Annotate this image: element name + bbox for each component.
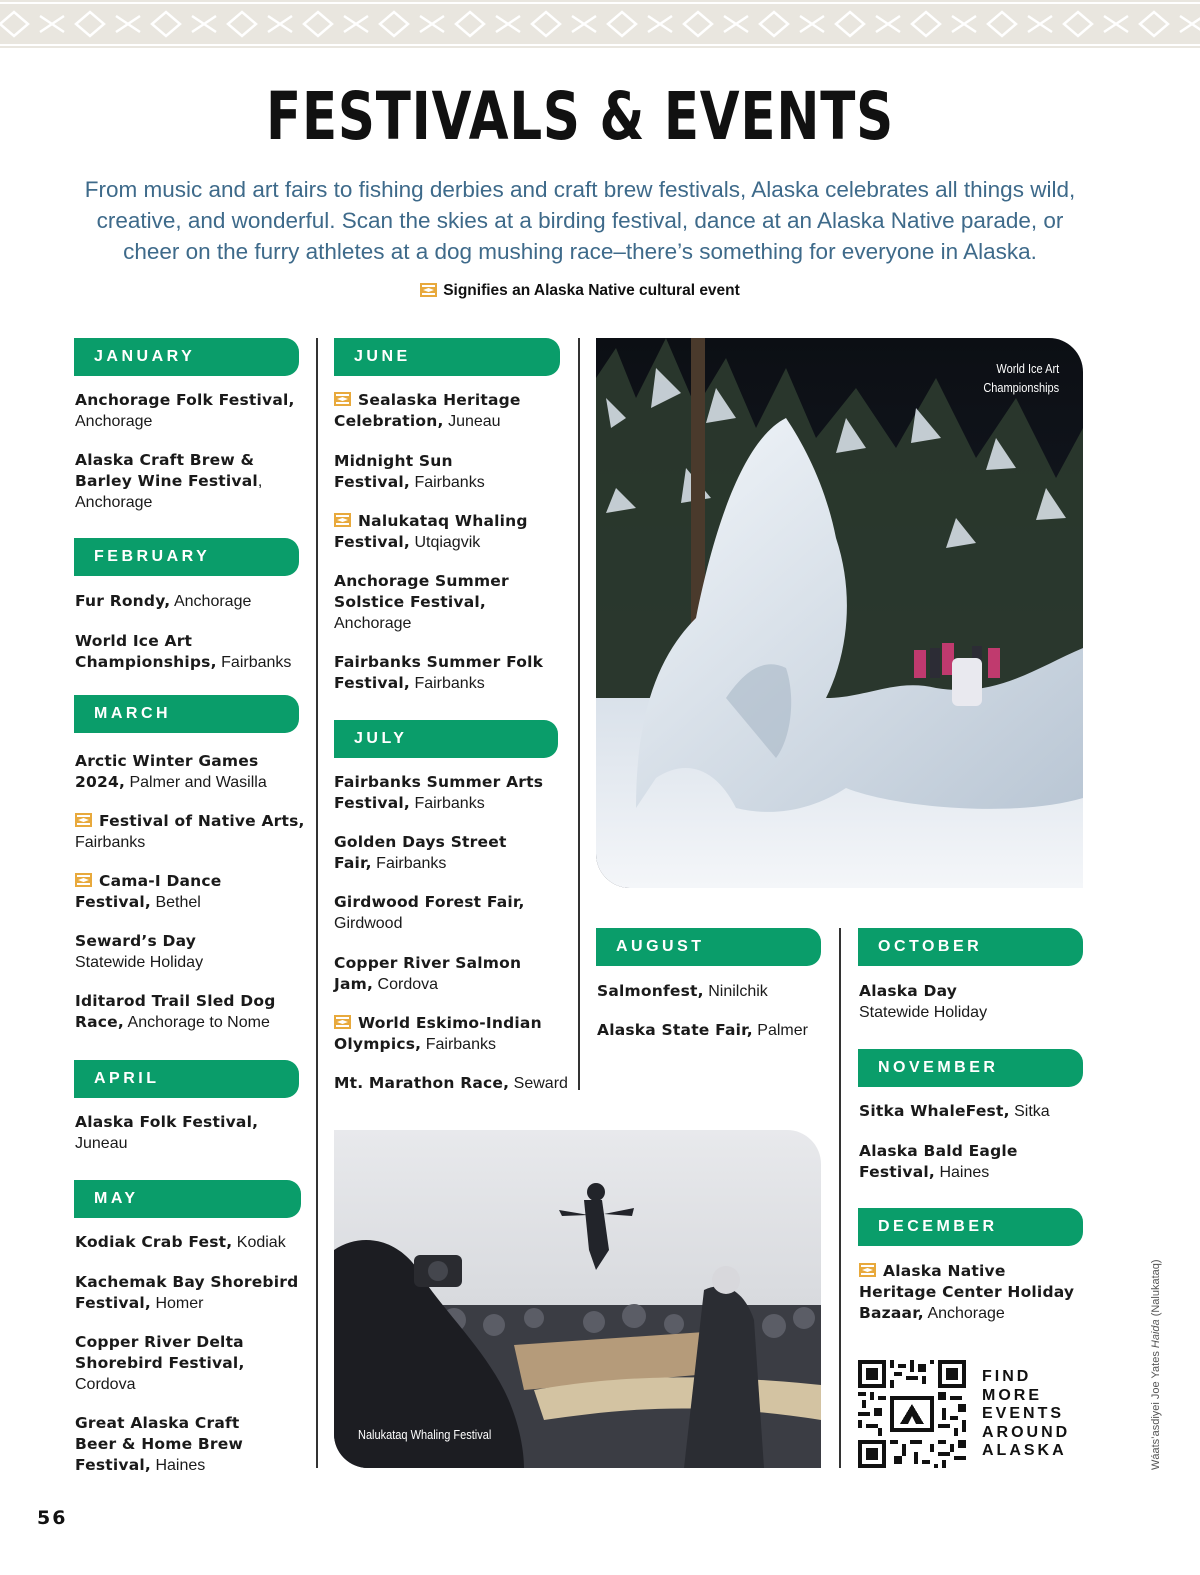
page-number: 56 — [37, 1507, 68, 1529]
event-fur-rondy: Fur Rondy, Anchorage — [75, 592, 252, 610]
event-girdwood-forest-fair: Girdwood Forest Fair, Girdwood — [334, 893, 525, 932]
event-salmonfest: Salmonfest, Ninilchik — [597, 982, 768, 1000]
event-copper-river-delta: Copper River Delta Shorebird Festival, Cordova — [75, 1333, 245, 1393]
legend-text: Signifies an Alaska Native cultural event — [443, 282, 740, 299]
month-header-january: JANUARY — [74, 338, 299, 376]
event-anchorage-folk: Anchorage Folk Festival, Anchorage — [75, 391, 295, 430]
month-header-november: NOVEMBER — [858, 1049, 1083, 1087]
event-world-ice-art: World Ice Art Championships, Fairbanks — [75, 632, 292, 671]
top-pattern-border — [0, 0, 1200, 48]
event-alaska-folk-festival: Alaska Folk Festival, Juneau — [75, 1113, 259, 1152]
event-alaska-state-fair: Alaska State Fair, Palmer — [597, 1021, 808, 1039]
event-kachemak-bay: Kachemak Bay Shorebird Festival, Homer — [75, 1273, 299, 1312]
alaska-native-icon — [75, 872, 92, 886]
legend — [0, 282, 1160, 300]
alaska-native-icon — [75, 812, 92, 826]
month-header-february: FEBRUARY — [74, 538, 299, 576]
photo-credit: Wáats’asdiyei Joe Yates Haida (Nalukataq) — [1150, 1259, 1162, 1470]
event-heritage-bazaar: Alaska Native Heritage Center Holiday Bazaar, Anchorage — [859, 1262, 1075, 1322]
alaska-native-icon — [420, 283, 437, 297]
event-great-alaska-craft-beer: Great Alaska Craft Beer & Home Brew Festival, Haines — [75, 1414, 243, 1474]
event-fairbanks-arts: Fairbanks Summer Arts Festival, Fairbanks — [334, 773, 544, 812]
event-weio: World Eskimo-Indian Olympics, Fairbanks — [334, 1014, 542, 1053]
column-divider — [316, 338, 318, 1468]
month-header-october: OCTOBER — [858, 928, 1083, 966]
alaska-native-icon — [859, 1262, 876, 1276]
month-header-august: AUGUST — [596, 928, 821, 966]
find-more-events-label: FIND MORE EVENTS AROUND ALASKA — [982, 1368, 1071, 1459]
event-golden-days: Golden Days Street Fair, Fairbanks — [334, 833, 507, 872]
month-header-july: JULY — [334, 720, 558, 758]
ice-art-caption: World Ice Art Championships — [983, 362, 1059, 395]
month-header-december: DECEMBER — [858, 1208, 1083, 1246]
alaska-native-icon — [334, 391, 351, 405]
month-header-april: APRIL — [74, 1060, 299, 1098]
intro-paragraph: From music and art fairs to fishing derbies and craft brew festivals, Alaska celebrates all things wild, creative, and wonderful. Scan the skies at a birding festival, dance at an Alaska Native parade, or cheer on the furry athletes at a dog mushing race–there’s something for everyone in Alaska. — [84, 177, 1076, 264]
event-craft-brew: Alaska Craft Brew & Barley Wine Festival, Anchorage — [75, 451, 263, 511]
event-midnight-sun: Midnight Sun Festival, Fairbanks — [334, 452, 485, 491]
event-cama-i-dance: Cama-I Dance Festival, Bethel — [75, 872, 222, 911]
month-header-may: MAY — [74, 1180, 301, 1218]
event-festival-native-arts: Festival of Native Arts, Fairbanks — [75, 812, 305, 851]
event-arctic-winter-games: Arctic Winter Games 2024, Palmer and Wasilla — [75, 752, 267, 791]
whaling-festival-photo — [334, 1130, 821, 1468]
event-fairbanks-folk: Fairbanks Summer Folk Festival, Fairbanks — [334, 653, 544, 692]
event-iditarod: Iditarod Trail Sled Dog Race, Anchorage to Nome — [75, 992, 276, 1031]
event-kodiak-crab-fest: Kodiak Crab Fest, Kodiak — [75, 1233, 286, 1251]
column-divider — [839, 928, 841, 1468]
event-nalukataq: Nalukataq Whaling Festival, Utqiagvik — [334, 512, 528, 551]
event-mt-marathon: Mt. Marathon Race, Seward — [334, 1074, 568, 1092]
month-header-june: JUNE — [334, 338, 560, 376]
alaska-native-icon — [334, 1014, 351, 1028]
qr-code[interactable] — [858, 1360, 966, 1468]
column-divider — [578, 338, 580, 1090]
ice-art-photo — [596, 338, 1083, 888]
event-sewards-day: Seward’s Day Statewide Holiday — [75, 932, 204, 971]
event-copper-river-salmon: Copper River Salmon Jam, Cordova — [334, 954, 522, 993]
whaling-caption: Nalukataq Whaling Festival — [358, 1428, 492, 1442]
alaska-native-icon — [334, 512, 351, 526]
event-sitka-whalefest: Sitka WhaleFest, Sitka — [859, 1102, 1050, 1120]
page-title: FESTIVALS & EVENTS — [266, 78, 894, 155]
event-sealaska-heritage: Sealaska Heritage Celebration, Juneau — [334, 391, 521, 430]
event-anchorage-solstice: Anchorage Summer Solstice Festival, Anchorage — [334, 572, 509, 632]
event-bald-eagle-festival: Alaska Bald Eagle Festival, Haines — [859, 1142, 1018, 1181]
month-header-march: MARCH — [74, 695, 299, 733]
event-alaska-day: Alaska Day Statewide Holiday — [859, 982, 988, 1021]
